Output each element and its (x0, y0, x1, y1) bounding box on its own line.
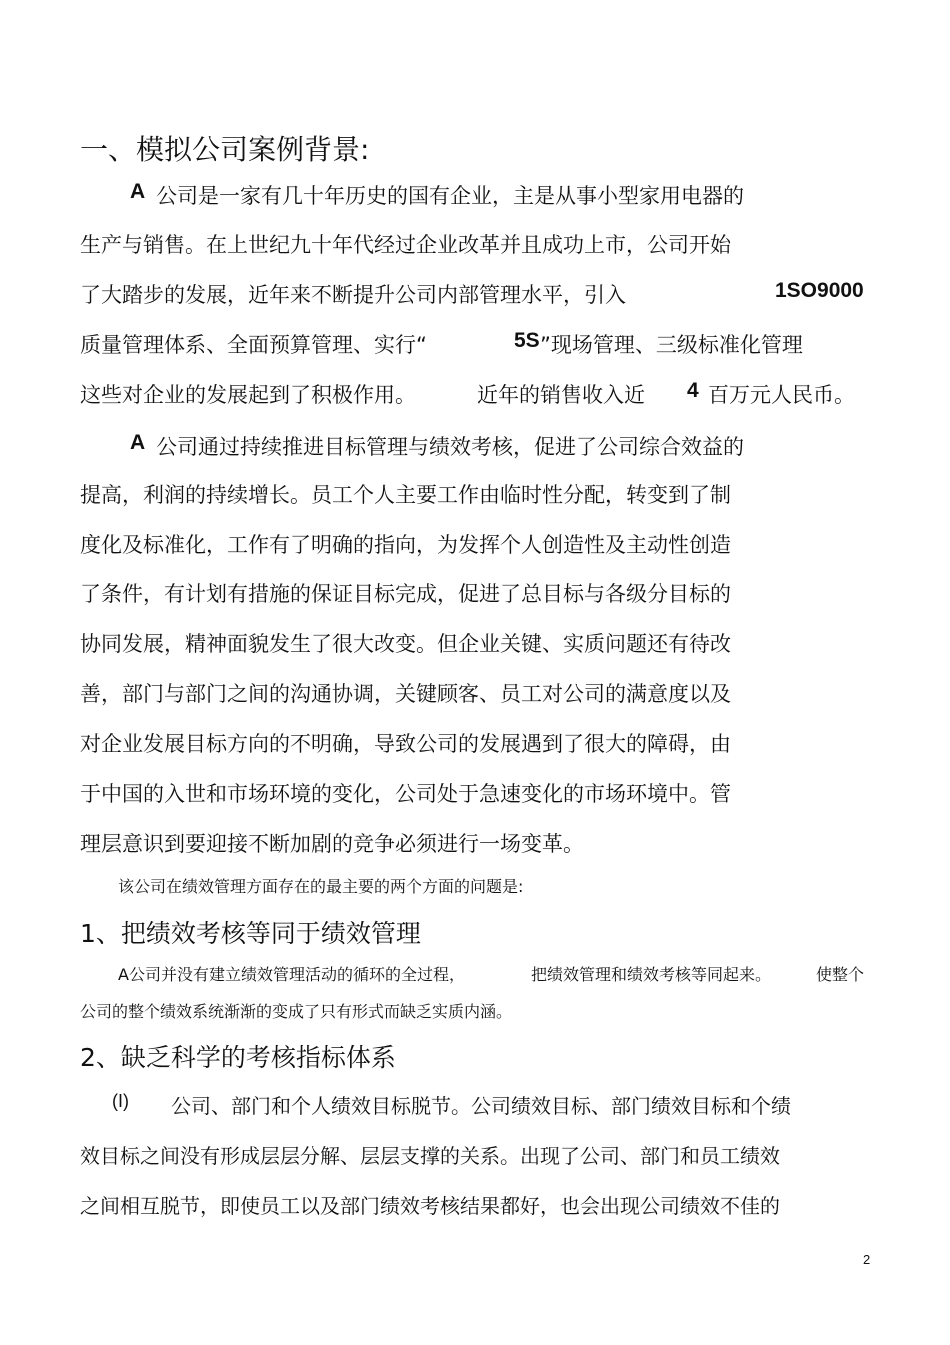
text-line: 度化及标准化，工作有了明确的指向，为发挥个人创造性及主动性创造 (80, 533, 731, 557)
text-line: A公司并没有建立绩效管理活动的循环的全过程， (118, 965, 465, 984)
text-line: 公司的整个绩效系统渐渐的变成了只有形式而缺乏实质内涵。 (80, 1002, 513, 1021)
text-line: 于中国的入世和市场环境的变化，公司处于急速变化的市场环境中。管 (80, 782, 731, 806)
text-line: 1SO9000 (775, 279, 864, 302)
intro-text: 该公司在绩效管理方面存在的最主要的两个方面的问题是: (118, 877, 524, 896)
text-line: 这些对企业的发展起到了积极作用。 (80, 383, 416, 407)
text-line: 理层意识到要迎接不断加剧的竞争必须进行一场变革。 (80, 832, 584, 856)
text-line: 之间相互脱节，即使员工以及部门绩效考核结果都好，也会出现公司绩效不佳的 (80, 1194, 780, 1218)
text-line: 把绩效管理和绩效考核等同起来。 (531, 965, 772, 984)
text-line: 对企业发展目标方向的不明确，导致公司的发展遇到了很大的障碍，由 (80, 732, 731, 756)
subsection-heading-2: 2、缺乏科学的考核指标体系 (80, 1043, 396, 1072)
text-line: 质量管理体系、全面预算管理、实行“ (80, 333, 427, 357)
text-line: 使整个 (816, 965, 865, 984)
text-line: 了条件，有计划有措施的保证目标完成，促进了总目标与各级分目标的 (80, 582, 731, 606)
section-heading: 一、模拟公司案例背景: (80, 133, 370, 166)
text-line: A (130, 431, 146, 454)
text-line: 善，部门与部门之间的沟通协调，关键顾客、员工对公司的满意度以及 (80, 682, 731, 706)
text-line: 公司、部门和个人绩效目标脱节。公司绩效目标、部门绩效目标和个绩 (171, 1094, 791, 1118)
text-line: A (130, 180, 146, 203)
text-line: 公司是一家有几十年历史的国有企业，主是从事小型家用电器的 (156, 184, 744, 208)
text-line: 了大踏步的发展，近年来不断提升公司内部管理水平，引入 (80, 283, 626, 307)
subsection-heading-1: 1、把绩效考核等同于绩效管理 (80, 919, 421, 948)
text-line: 效目标之间没有形成层层分解、层层支撑的关系。出现了公司、部门和员工绩效 (80, 1144, 780, 1168)
text-line: 协同发展，精神面貌发生了很大改变。但企业关键、实质问题还有待改 (80, 632, 731, 656)
text-line: 4 (687, 379, 699, 402)
text-line: 5S (514, 329, 540, 352)
text-line: 百万元人民币。 (708, 383, 855, 407)
text-line: 近年的销售收入近 (477, 383, 645, 407)
text-line: ”现场管理、三级标准化管理 (540, 333, 803, 357)
text-line: (I) (112, 1091, 129, 1111)
text-line: 生产与销售。在上世纪九十年代经过企业改革并且成功上市，公司开始 (80, 233, 731, 257)
page-number: 2 (863, 1252, 871, 1267)
text-line: 提高，利润的持续增长。员工个人主要工作由临时性分配，转变到了制 (80, 483, 731, 507)
text-line: 公司通过持续推进目标管理与绩效考核，促进了公司综合效益的 (156, 435, 744, 459)
